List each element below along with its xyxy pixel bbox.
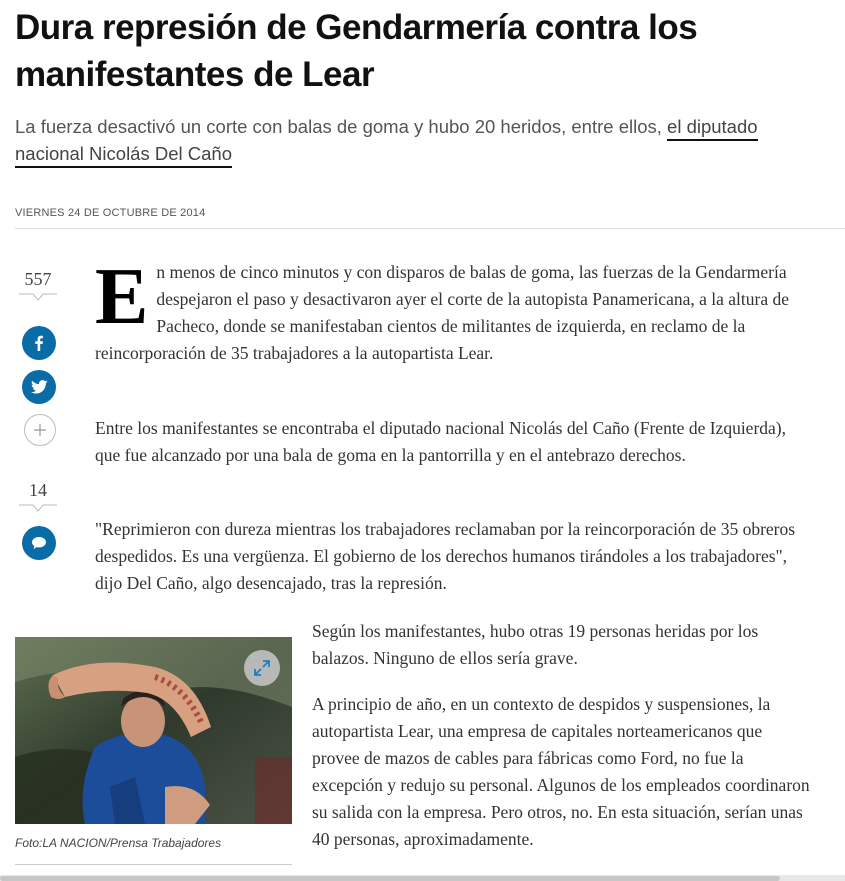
article-title: Dura represión de Gendarmería contra los manifestantes de Lear — [15, 8, 698, 94]
caption-divider — [15, 864, 292, 865]
comment-bubble-icon — [31, 536, 47, 550]
subtitle-text: La fuerza desactivó un corte con balas de goma y hubo 20 heridos, entre ellos, — [15, 116, 668, 137]
header-divider — [15, 228, 845, 229]
share-count-value: 557 — [24, 269, 52, 289]
paragraph-4: Según los manifestantes, hubo otras 19 personas heridas por los balazos. Ninguno de ellos sería grave. — [312, 621, 759, 668]
article-subtitle — [15, 113, 815, 167]
chevron-down-icon — [19, 504, 57, 513]
chevron-down-icon — [19, 293, 57, 302]
photo-caption: Foto:LA NACION/Prensa Trabajadores — [15, 836, 222, 850]
comment-count — [17, 480, 59, 513]
comment-count-value: 14 — [29, 480, 47, 500]
facebook-share-button[interactable] — [22, 326, 56, 360]
facebook-icon — [32, 335, 46, 351]
expand-photo-button[interactable] — [244, 650, 280, 686]
paragraph-3: "Reprimieron con dureza mientras los trabajadores reclamaban por la reincorporación de 35 obreros despedidos. Es una vergüenza. El gobierno de los derechos humanos tirándoles a los trabajadores", dijo Del Caño, algo desencajado, tras la represión. — [95, 519, 796, 593]
article-date: VIERNES 24 DE OCTUBRE DE 2014 — [15, 207, 206, 219]
twitter-icon — [31, 380, 48, 394]
more-share-button[interactable] — [24, 414, 56, 446]
share-count — [17, 269, 59, 302]
horizontal-scrollbar-thumb[interactable] — [0, 876, 780, 881]
subtitle-link[interactable]: el diputado nacional Nicolás Del Caño — [15, 116, 758, 168]
paragraph-5: A principio de año, en un contexto de despidos y suspensiones, la autopartista Lear, una empresa de capitales norteamericanos que provee de mazos de cables para fábricas como Ford, no fue la excepción y redujo su personal. Algunos de los empleados coordinaron su salida con la empresa. Pero otros, no. En esta situación, serían unas 40 personas, aproximadamente. — [312, 694, 810, 849]
paragraph-1-text: n menos de cinco minutos y con disparos de balas de goma, las fuerzas de la Gendarmería despejaron el paso y desactivaron ayer el corte de la autopista Panamericana, a la altura de Pacheco, donde se manifestaban cientos de militantes de izquierda, en reclamo de la reincorporación de 35 trabajadores a la autopartista Lear. — [95, 262, 789, 363]
comments-button[interactable] — [22, 526, 56, 560]
paragraph-2: Entre los manifestantes se encontraba el diputado nacional Nicolás del Caño (Frente de Izquierda), que fue alcanzado por una bala de goma en la pantorrilla y en el antebrazo derechos. — [95, 418, 786, 465]
plus-icon — [33, 423, 47, 437]
expand-icon — [253, 659, 271, 677]
drop-cap: E — [95, 253, 149, 341]
twitter-share-button[interactable] — [22, 370, 56, 404]
paragraph-1 — [95, 253, 805, 367]
